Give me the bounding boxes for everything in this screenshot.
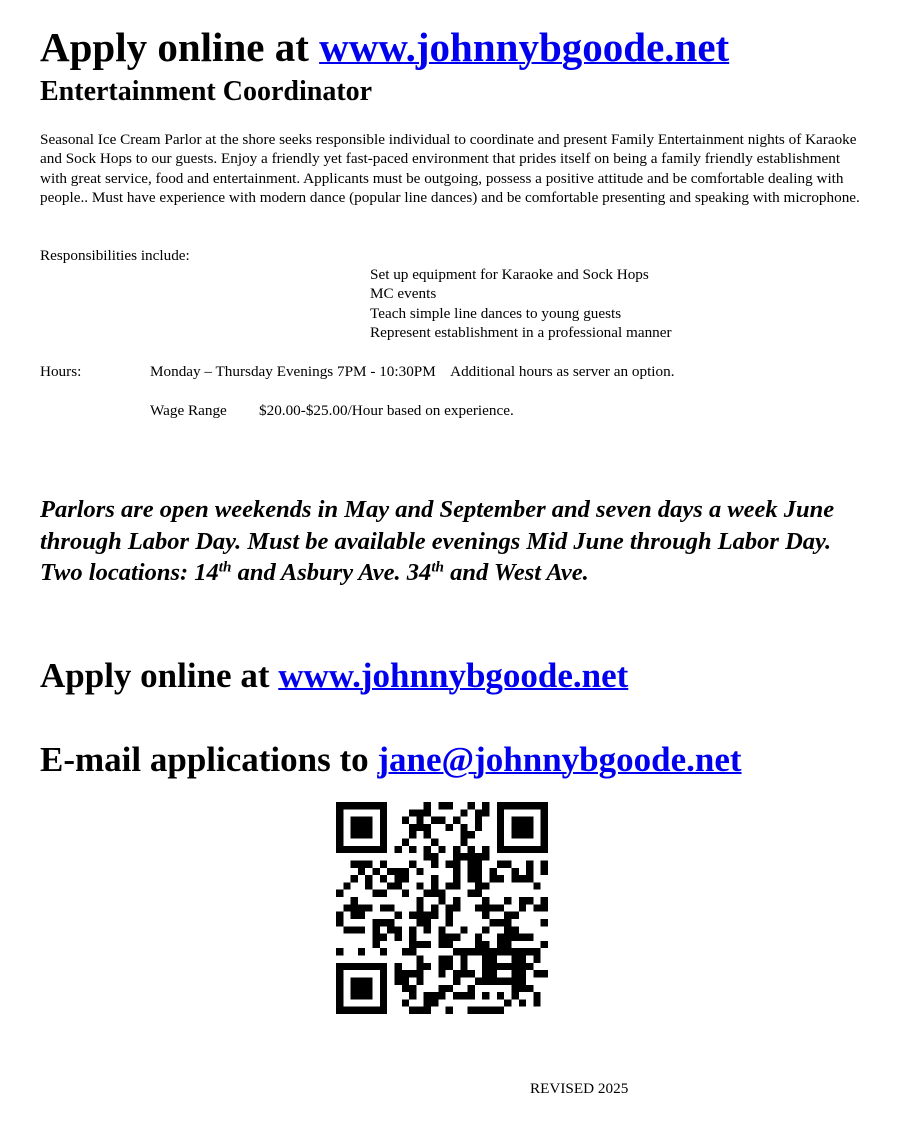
availability-text-1: Parlors are open weekends in May and September and seven days a week June through Labor Day. Must be available evenings Mid June through Labor Day. Two locations: 14 (40, 496, 835, 586)
qr-code-icon[interactable] (336, 802, 548, 1014)
responsibilities-heading: Responsibilities include: (40, 247, 190, 264)
availability-text-3: and West Ave. (443, 559, 589, 586)
apply-online-heading (40, 24, 729, 71)
responsibility-item: Teach simple line dances to young guests (370, 304, 622, 322)
availability-text-2: and Asbury Ave. 34 (231, 559, 432, 586)
wage-range-label: Wage Range (150, 402, 227, 419)
email-prefix: E-mail applications to (40, 740, 378, 779)
revised-note: REVISED 2025 (530, 1080, 629, 1097)
ordinal-suffix: th (431, 558, 444, 576)
apply-online-prefix: Apply online at (40, 656, 279, 695)
ordinal-suffix: th (218, 558, 232, 576)
apply-online-prefix: Apply online at (40, 24, 320, 70)
email-applications-line (40, 740, 742, 780)
email-link[interactable]: jane@johnnybgoode.net (377, 740, 742, 779)
job-description: Seasonal Ice Cream Parlor at the shore seeks responsible individual to coordinate and present Family Entertainment nights of Karaoke and Sock Hops to our guests. Enjoy a friendly yet fast-paced environment that prides itself on being a family friendly establishment with great service, food and entertainment. Applicants must be outgoing, possess a positive attitude and be comfortable dealing with people.. Must have experience with modern dance (popular line dances) and be comfortable presenting and speaking with microphone. (40, 131, 860, 207)
responsibilities-list (370, 265, 672, 343)
responsibility-item: Represent establishment in a professional manner (370, 324, 672, 342)
website-link[interactable]: www.johnnybgoode.net (319, 24, 730, 70)
availability-notice (40, 494, 850, 589)
hours-label: Hours: (40, 363, 82, 380)
apply-online-footer (40, 656, 628, 696)
job-title: Entertainment Coordinator (40, 76, 373, 107)
website-link[interactable]: www.johnnybgoode.net (278, 656, 629, 695)
hours-value: Monday – Thursday Evenings 7PM - 10:30PM Additional hours as server an option. (150, 363, 675, 380)
responsibility-item: Set up equipment for Karaoke and Sock Hops (370, 266, 649, 283)
responsibility-item: MC events (370, 285, 437, 303)
wage-range-value: $20.00-$25.00/Hour based on experience. (259, 402, 514, 419)
